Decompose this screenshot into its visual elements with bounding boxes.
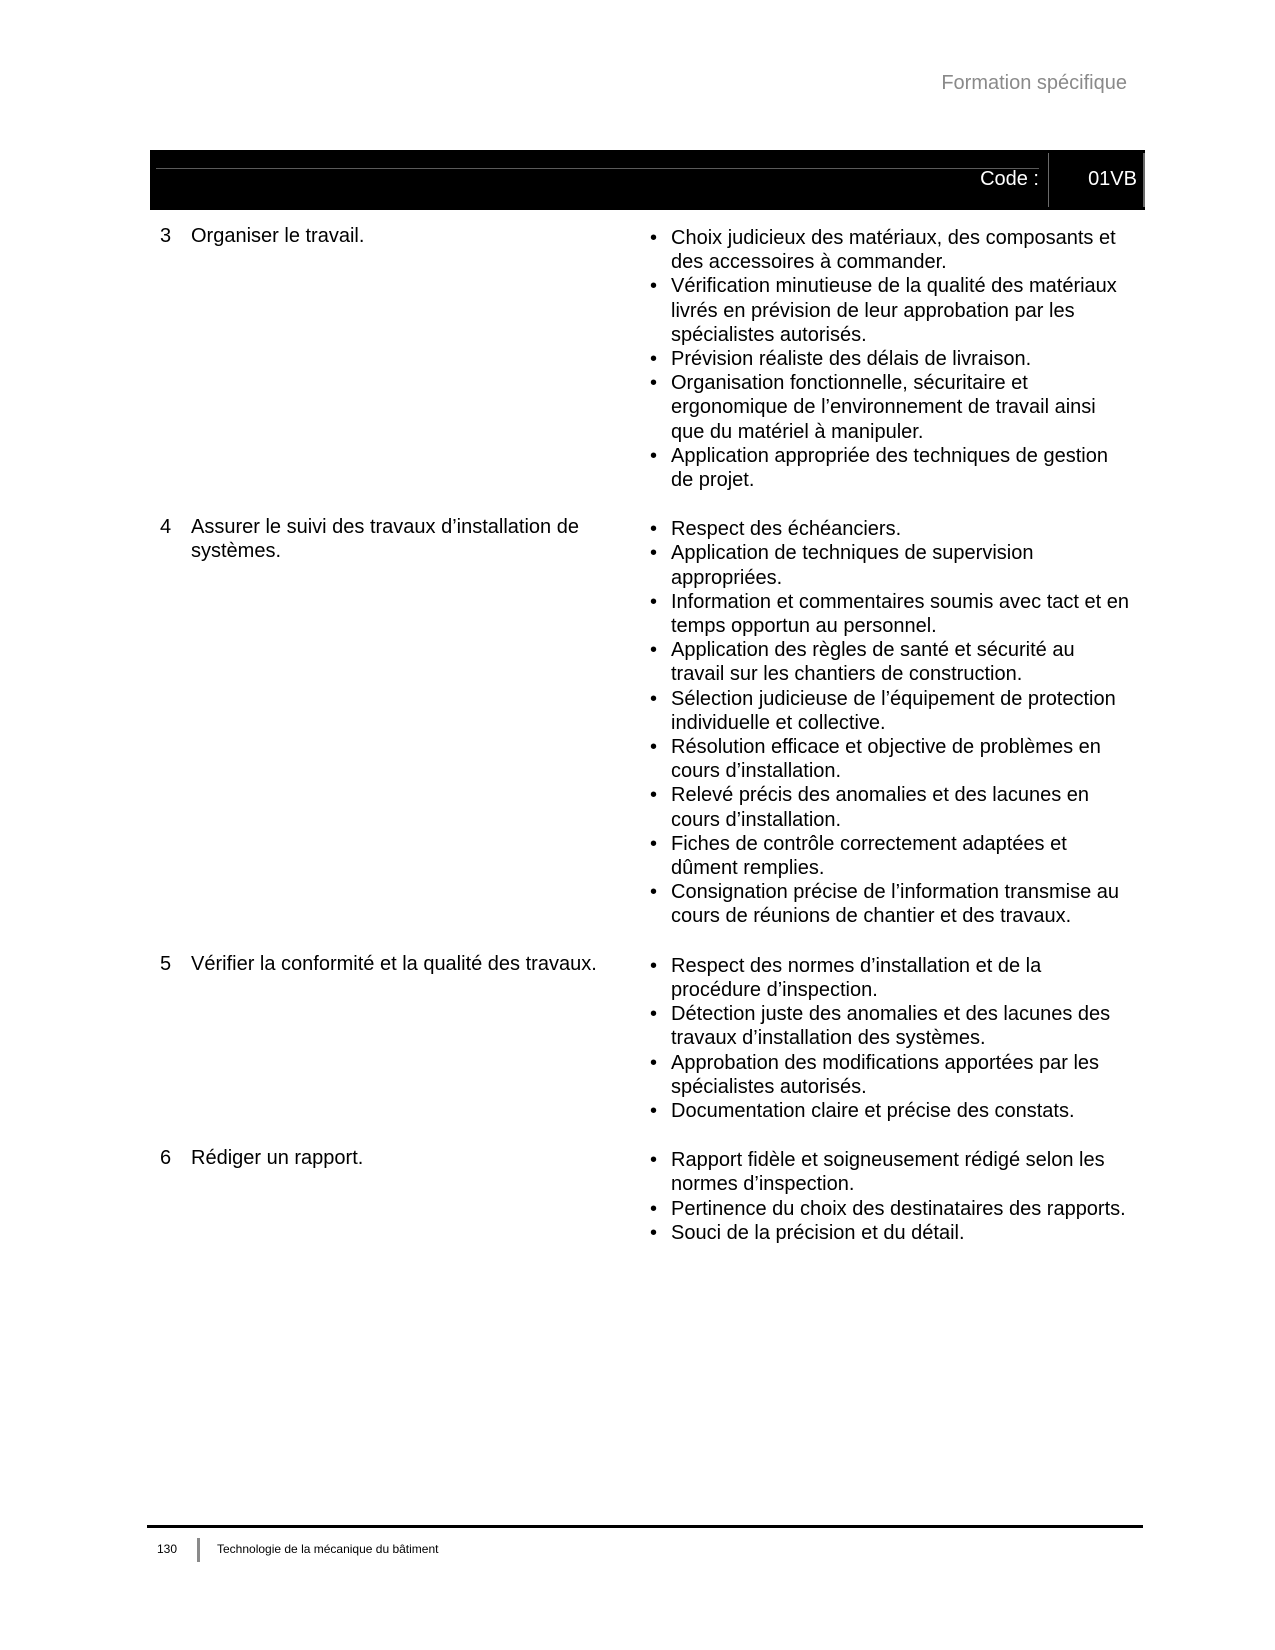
criteria-text: Organisation fonctionnelle, sécuritaire et ergonomique de l’environnement de travail ainsi que du matériel à manipuler. xyxy=(671,372,1096,443)
criteria-item xyxy=(650,880,1132,928)
criteria-text: Choix judicieux des matériaux, des composants et des accessoires à commander. xyxy=(671,227,1116,274)
bullet-icon: • xyxy=(650,687,658,710)
step-title: Rédiger un rapport. xyxy=(191,1147,364,1170)
section-row xyxy=(160,1146,1140,1245)
code-bar-edge xyxy=(1143,153,1145,207)
criteria-item xyxy=(650,832,1132,880)
criteria-text: Relevé précis des anomalies et des lacunes en cours d’installation. xyxy=(671,784,1090,831)
step-number: 4 xyxy=(160,516,172,539)
criteria-list xyxy=(650,954,1132,1123)
code-bar-rule xyxy=(156,168,1039,169)
bullet-icon: • xyxy=(650,444,658,467)
criteria-list xyxy=(650,226,1132,492)
criteria-text: Vérification minutieuse de la qualité des matériaux livrés en prévision de leur approbation par les spécialistes autorisés. xyxy=(671,275,1117,346)
bullet-icon: • xyxy=(650,1149,658,1172)
bullet-icon: • xyxy=(650,639,658,662)
criteria-text: Application de techniques de supervision appropriées. xyxy=(671,542,1034,589)
criteria-item xyxy=(650,687,1132,735)
bullet-icon: • xyxy=(650,736,658,759)
criteria-text: Fiches de contrôle correctement adaptées et dûment remplies. xyxy=(671,832,1067,880)
code-label: Code : xyxy=(980,168,1039,190)
criteria-item xyxy=(650,541,1132,589)
criteria-item xyxy=(650,1197,1132,1221)
section-row xyxy=(160,952,1140,1123)
criteria-item xyxy=(650,371,1132,444)
criteria-text: Rapport fidèle et soigneusement rédigé selon les normes d’inspection. xyxy=(671,1149,1105,1196)
step-number: 5 xyxy=(160,952,172,975)
bullet-icon: • xyxy=(650,275,658,298)
criteria-item xyxy=(650,1051,1132,1099)
step xyxy=(160,1146,650,1170)
criteria-text: Détection juste des anomalies et des lacunes des travaux d’installation des systèmes. xyxy=(671,1003,1111,1050)
competency-table xyxy=(160,224,1140,1268)
code-bar xyxy=(150,150,1145,210)
criteria-text: Respect des échéanciers. xyxy=(671,518,902,541)
section-row xyxy=(160,515,1140,928)
criteria-item xyxy=(650,1221,1132,1245)
criteria-text: Consignation précise de l’information transmise au cours de réunions de chantier et des travaux. xyxy=(671,881,1120,928)
bullet-icon: • xyxy=(650,784,658,807)
criteria-item xyxy=(650,590,1132,638)
bullet-icon: • xyxy=(650,1197,658,1220)
page-number: 130 xyxy=(157,1542,178,1556)
criteria-item xyxy=(650,1099,1132,1123)
criteria-text: Prévision réaliste des délais de livraison. xyxy=(671,348,1032,371)
criteria-item xyxy=(650,347,1132,371)
code-bar-divider xyxy=(1048,153,1049,207)
code-value: 01VB xyxy=(1088,168,1137,190)
step-title: Vérifier la conformité et la qualité des travaux. xyxy=(191,952,597,975)
criteria-item xyxy=(650,444,1132,492)
criteria-item xyxy=(650,1148,1132,1196)
criteria-text: Sélection judicieuse de l’équipement de protection individuelle et collective. xyxy=(671,687,1116,734)
running-header-title: Formation spécifique xyxy=(941,72,1127,94)
criteria-text: Information et commentaires soumis avec tact et en temps opportun au personnel. xyxy=(671,590,1129,638)
bullet-icon: • xyxy=(650,1051,658,1074)
criteria-text: Résolution efficace et objective de problèmes en cours d’installation. xyxy=(671,736,1101,783)
step-title: Organiser le travail. xyxy=(191,225,365,247)
footer-separator xyxy=(197,1538,200,1562)
criteria-item xyxy=(650,517,1132,541)
criteria-item xyxy=(650,638,1132,686)
bullet-icon: • xyxy=(650,348,658,371)
criteria-text: Application appropriée des techniques de gestion de projet. xyxy=(671,444,1108,492)
criteria-item xyxy=(650,274,1132,347)
criteria-list xyxy=(650,517,1132,928)
criteria-item xyxy=(650,226,1132,274)
step xyxy=(160,952,650,976)
footer-rule xyxy=(147,1525,1143,1528)
section-row xyxy=(160,224,1140,492)
bullet-icon: • xyxy=(650,227,658,249)
bullet-icon: • xyxy=(650,954,658,977)
criteria-text: Approbation des modifications apportées par les spécialistes autorisés. xyxy=(671,1051,1100,1098)
criteria-text: Pertinence du choix des destinataires des rapports. xyxy=(671,1197,1126,1220)
criteria-list xyxy=(650,1148,1132,1245)
step xyxy=(160,515,650,563)
bullet-icon: • xyxy=(650,881,658,904)
criteria-text: Application des règles de santé et sécurité au travail sur les chantiers de construction. xyxy=(671,639,1075,686)
criteria-text: Documentation claire et précise des constats. xyxy=(671,1099,1075,1122)
step-title: Assurer le suivi des travaux d’installation de systèmes. xyxy=(191,516,579,563)
step-number: 3 xyxy=(160,225,172,247)
bullet-icon: • xyxy=(650,518,658,541)
step xyxy=(160,224,650,248)
criteria-item xyxy=(650,1002,1132,1050)
bullet-icon: • xyxy=(650,1221,658,1244)
criteria-item xyxy=(650,735,1132,783)
criteria-item xyxy=(650,783,1132,831)
bullet-icon: • xyxy=(650,1003,658,1026)
bullet-icon: • xyxy=(650,372,658,395)
criteria-item xyxy=(650,954,1132,1002)
step-number: 6 xyxy=(160,1147,172,1170)
bullet-icon: • xyxy=(650,832,658,855)
criteria-text: Respect des normes d’installation et de la procédure d’inspection. xyxy=(671,954,1042,1001)
bullet-icon: • xyxy=(650,542,658,565)
bullet-icon: • xyxy=(650,1099,658,1122)
bullet-icon: • xyxy=(650,590,658,613)
footer-document-title: Technologie de la mécanique du bâtiment xyxy=(217,1542,439,1556)
criteria-text: Souci de la précision et du détail. xyxy=(671,1221,965,1244)
